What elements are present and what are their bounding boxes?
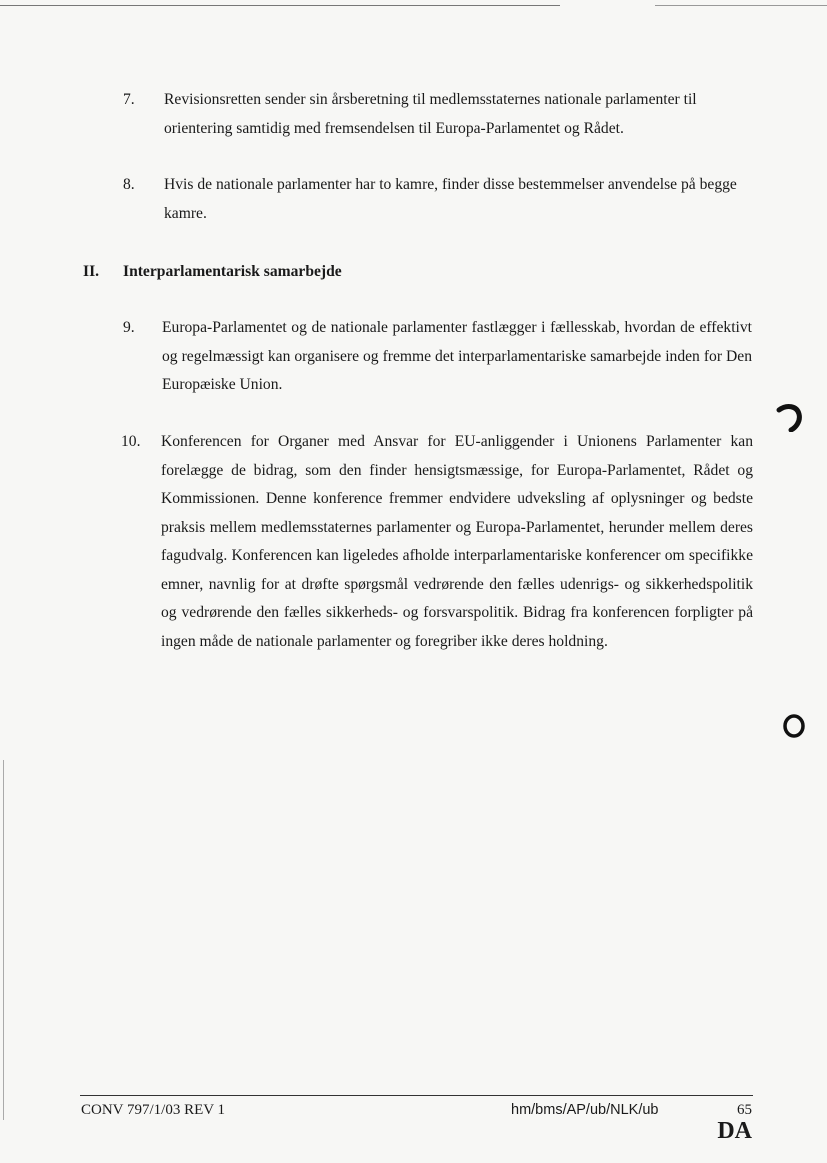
item-number: 9. [123,319,135,336]
item-text: Konferencen for Organer med Ansvar for EU-anliggender i Unionens Parlamenter kan forelægge de bidrag, som den finder hensigtsmæssige, for Europa-Parlamentet, Rådet og Kommissionen. Denne konference fremmer endvidere udveksling af oplysninger og bedste praksis mellem medlemsstaternes parlamenter og Europa-Parlamentet, herunder mellem deres fagudvalg. Konferencen kan ligeledes afholde interparlamentariske konferencer om specifikke emner, navnlig for at drøfte spørgsmål vedrørende den fælles udenrigs- og sikkerhedspolitik og vedrørende den fælles sikkerheds- og forsvarspolitik. Bidrag fra konferencen forpligter på ingen måde de nationale parlamenter og foregriber ikke deres holdning. [161,433,753,650]
item-number: 10. [121,433,141,450]
footer-rule [80,1095,753,1096]
list-item [123,171,763,231]
list-item [123,314,763,404]
item-text: Revisionsretten sender sin årsberetning til medlemsstaternes nationale parlamenter til orientering samtidig med fremsendelsen til Europa-Parlamentet og Rådet. [164,91,697,137]
punch-hole-mark [773,402,807,438]
item-number: 8. [123,176,135,193]
footer-language: DA [717,1118,752,1144]
section-number: II. [83,263,100,280]
section-heading [83,258,342,286]
list-item [123,86,763,146]
footer-document-ref: CONV 797/1/03 REV 1 [81,1102,226,1118]
scan-edge-line [0,5,560,6]
item-number: 7. [123,91,135,108]
item-text: Europa-Parlamentet og de nationale parlamenter fastlægger i fællesskab, hvordan de effektivt og regelmæssigt kan organisere og fremme det interparlamentariske samarbejde inden for Den Europæiske Union. [162,319,752,393]
section-title: Interparlamentarisk samarbejde [123,263,342,280]
footer-page-number: 65 [737,1102,752,1118]
punch-hole-mark [781,711,809,746]
footer-code: hm/bms/AP/ub/NLK/ub [511,1102,659,1118]
scan-left-edge [3,760,4,1120]
item-text: Hvis de nationale parlamenter har to kamre, finder disse bestemmelser anvendelse på begge kamre. [164,176,737,222]
scan-edge-line-right [655,5,827,6]
list-item [121,428,761,688]
